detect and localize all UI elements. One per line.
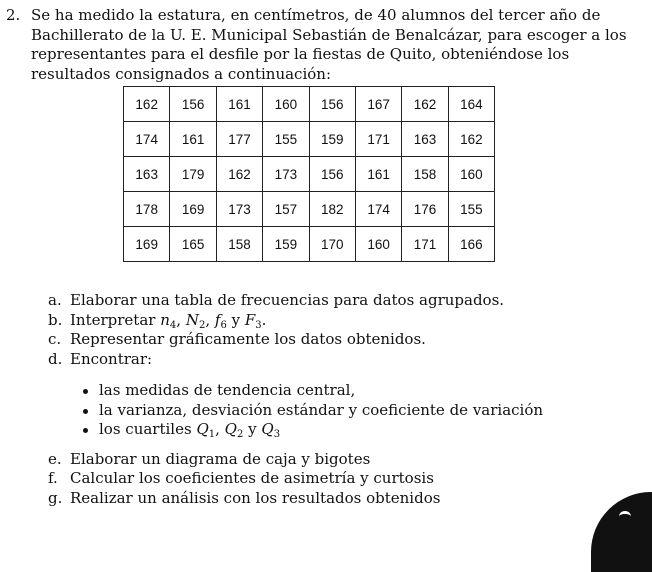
table-cell: 156: [309, 157, 355, 192]
task-d: [48, 350, 648, 370]
math-subscript: 3: [273, 429, 281, 440]
table-row: [124, 227, 495, 262]
table-cell: 182: [309, 192, 355, 227]
separator: ,: [215, 420, 225, 438]
table-cell: 163: [124, 157, 170, 192]
table-cell: 159: [263, 227, 309, 262]
bullet-item: las medidas de tendencia central,: [82, 381, 648, 401]
table-cell: 155: [263, 122, 309, 157]
table-row: [124, 192, 495, 227]
math-symbol: n: [160, 310, 170, 329]
bullet-item: [82, 420, 648, 440]
table-cell: 166: [448, 227, 494, 262]
table-cell: 159: [309, 122, 355, 157]
table-cell: 167: [355, 87, 401, 122]
table-cell: 179: [170, 157, 216, 192]
task-e: [48, 450, 648, 470]
math-symbol: f: [214, 310, 221, 329]
task-text: Encontrar:: [70, 349, 153, 368]
table-cell: 174: [355, 192, 401, 227]
task-d-bullets: [82, 381, 648, 440]
table-cell: 173: [216, 192, 262, 227]
table-cell: 162: [402, 87, 448, 122]
table-cell: 158: [216, 227, 262, 262]
table-cell: 171: [402, 227, 448, 262]
math-symbol: F: [244, 310, 256, 329]
table-cell: 165: [170, 227, 216, 262]
task-text: Realizar un análisis con los resultados obtenidos: [70, 488, 441, 507]
table-cell: 160: [355, 227, 401, 262]
table-cell: 162: [216, 157, 262, 192]
task-g: [48, 489, 648, 509]
table-cell: 161: [170, 122, 216, 157]
task-f: [48, 469, 648, 489]
separator: ,: [205, 310, 215, 329]
math-subscript: 1: [208, 429, 216, 440]
task-text: Representar gráficamente los datos obtenidos.: [70, 330, 426, 348]
table-cell: 163: [402, 122, 448, 157]
table-row: [124, 157, 495, 192]
math-symbol: Q: [261, 420, 274, 438]
table-cell: 177: [216, 122, 262, 157]
table-cell: 157: [263, 192, 309, 227]
table-cell: 162: [448, 122, 494, 157]
task-b: [48, 311, 648, 331]
task-list: [48, 291, 648, 508]
table-cell: 156: [309, 87, 355, 122]
math-subscript: 4: [169, 319, 177, 331]
task-text: Elaborar un diagrama de caja y bigotes: [70, 449, 371, 468]
table-row: [124, 87, 495, 122]
heights-table-body: [124, 87, 495, 262]
table-cell: 174: [124, 122, 170, 157]
math-subscript: 2: [198, 319, 206, 331]
math-subscript: 6: [220, 319, 227, 331]
math-symbol: N: [185, 310, 199, 329]
widget-icon: [619, 511, 631, 522]
task-text: Interpretar: [70, 310, 161, 329]
task-c: [48, 330, 648, 350]
task-text: Elaborar una tabla de frecuencias para datos agrupados.: [70, 291, 505, 309]
math-subscript: 3: [255, 319, 262, 331]
separator: y: [226, 310, 245, 329]
table-cell: 158: [402, 157, 448, 192]
table-cell: 169: [124, 227, 170, 262]
task-label: e.: [48, 449, 62, 468]
table-cell: 178: [124, 192, 170, 227]
table-cell: 160: [448, 157, 494, 192]
bullet-text: los cuartiles: [99, 420, 197, 438]
table-cell: 162: [124, 87, 170, 122]
problem-text: Se ha medido la estatura, en centímetros, de 40 alumnos del tercer año de Bachillerato de la U. E. Municipal Sebastián de Benalcázar, para escoger a los representantes para el desfile por la fiestas de Quito, obteniéndose los resultados consignados a continuación:: [31, 6, 627, 83]
table-cell: 161: [355, 157, 401, 192]
table-cell: 155: [448, 192, 494, 227]
table-cell: 160: [263, 87, 309, 122]
table-cell: 176: [402, 192, 448, 227]
math-symbol: Q: [224, 420, 237, 438]
bullet-item: la varianza, desviación estándar y coeficiente de variación: [82, 401, 648, 421]
table-cell: 161: [216, 87, 262, 122]
task-label: a.: [48, 291, 62, 309]
table-cell: 171: [355, 122, 401, 157]
table-cell: 164: [448, 87, 494, 122]
task-label: b.: [48, 310, 63, 329]
table-cell: 173: [263, 157, 309, 192]
table-cell: 169: [170, 192, 216, 227]
table-cell: 156: [170, 87, 216, 122]
task-label: g.: [48, 488, 63, 507]
task-label: d.: [48, 349, 63, 368]
task-label: f.: [48, 469, 58, 487]
separator: .: [261, 310, 267, 329]
task-a: [48, 291, 648, 311]
math-subscript: 2: [236, 429, 244, 440]
table-cell: 170: [309, 227, 355, 262]
task-label: c.: [48, 330, 62, 348]
separator: y: [243, 420, 262, 438]
problem-statement: [6, 6, 642, 84]
table-row: [124, 122, 495, 157]
math-symbol: Q: [196, 420, 209, 438]
problem-number: 2.: [6, 6, 21, 24]
heights-table: [123, 86, 495, 262]
separator: ,: [176, 310, 186, 329]
task-text: Calcular los coeficientes de asimetría y curtosis: [70, 469, 434, 487]
